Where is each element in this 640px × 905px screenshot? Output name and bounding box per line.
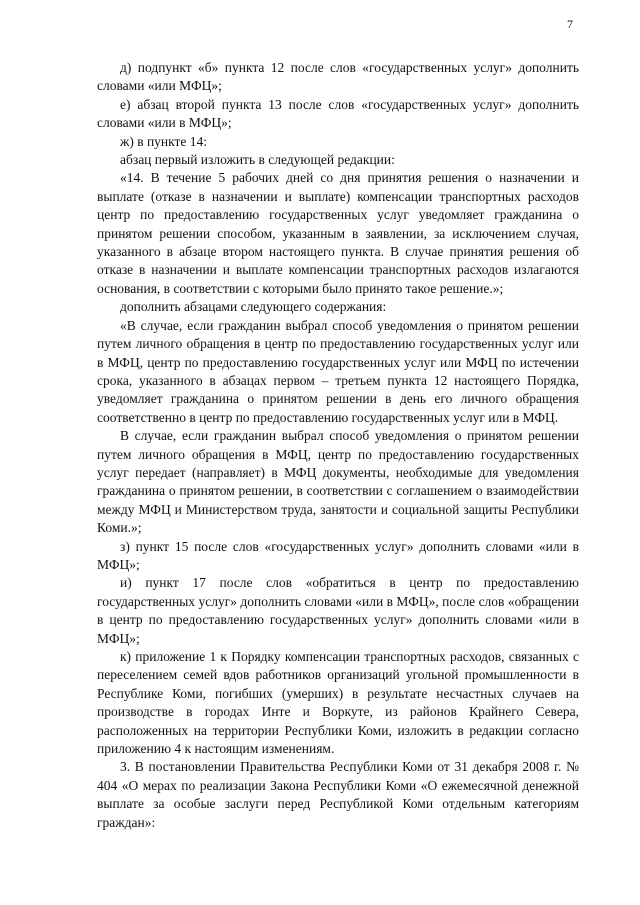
paragraph: «14. В течение 5 рабочих дней со дня принятия решения о назначении и выплате (отказе в назначении и выплате) компенсации транспортных расходов центр по предоставлению государственных услуг уведомляет гражданина о принятом решении способом, указанным в заявлении, за исключением случая, указанного в абзаце втором настоящего пункта. В случае принятия решения об отказе в назначении и выплате компенсации транспортных расходов излагаются основания, в соответствии с которыми было принято такое решение.»; (97, 170, 579, 296)
page-number: 7 (567, 17, 573, 31)
paragraph: к) приложение 1 к Порядку компенсации транспортных расходов, связанных с переселением семей вдов работников организаций угольной промышленности в Республике Коми, погибших (умерших) в результате несчастных случаев на производстве в городах Инте и Воркуте, из районов Крайнего Севера, расположенных на территории Республики Коми, изложить в редакции согласно приложению 4 к настоящим изменениям. (97, 649, 579, 757)
paragraph: 3. В постановлении Правительства Республики Коми от 31 декабря 2008 г. № 404 «О мерах по реализации Закона Республики Коми «О ежемесячной денежной выплате за особые заслуги перед Республикой Коми отдельным категориям граждан»: (97, 759, 579, 830)
paragraph: В случае, если гражданин выбрал способ уведомления о принятом решении путем личного обращения в МФЦ, центр по предоставлению государственных услуг передает (направляет) в МФЦ документы, необходимые для уведомления гражданина о принятом решении, в соответствии с соглашением о взаимодействии между МФЦ и Министерством труда, занятости и социальной защиты Республики Коми.»; (97, 428, 579, 536)
paragraph: ж) в пункте 14: (120, 133, 208, 149)
paragraph: е) абзац второй пункта 13 после слов «государственных услуг» дополнить словами «или в МФЦ»; (97, 96, 579, 131)
paragraph: «В случае, если гражданин выбрал способ уведомления о принятом решении путем личного обращения в центр по предоставлению государственных услуг или в МФЦ, центр по предоставлению государственных услуг или МФЦ по истечении срока, указанного в абзацах первом – третьем пункта 12 настоящего Порядка, уведомляет гражданина о принятом решении в день его личного обращения соответственно в центр по предоставлению государственных услуг или в МФЦ. (97, 317, 579, 425)
paragraph: абзац первый изложить в следующей редакции: (120, 152, 395, 168)
paragraph: д) подпункт «б» пункта 12 после слов «государственных услуг» дополнить словами «или МФЦ»; (97, 60, 579, 94)
paragraph: з) пункт 15 после слов «государственных услуг» дополнить словами «или в МФЦ»; (97, 538, 579, 572)
paragraph: и) пункт 17 после слов «обратиться в центр по предоставлению государственных услуг» дополнить словами «или в МФЦ», после слов «обращении в центр по предоставлению государственных услуг» дополнить словами «или в МФЦ»; (97, 575, 579, 646)
document-body (97, 59, 579, 832)
paragraph: дополнить абзацами следующего содержания: (120, 299, 387, 315)
